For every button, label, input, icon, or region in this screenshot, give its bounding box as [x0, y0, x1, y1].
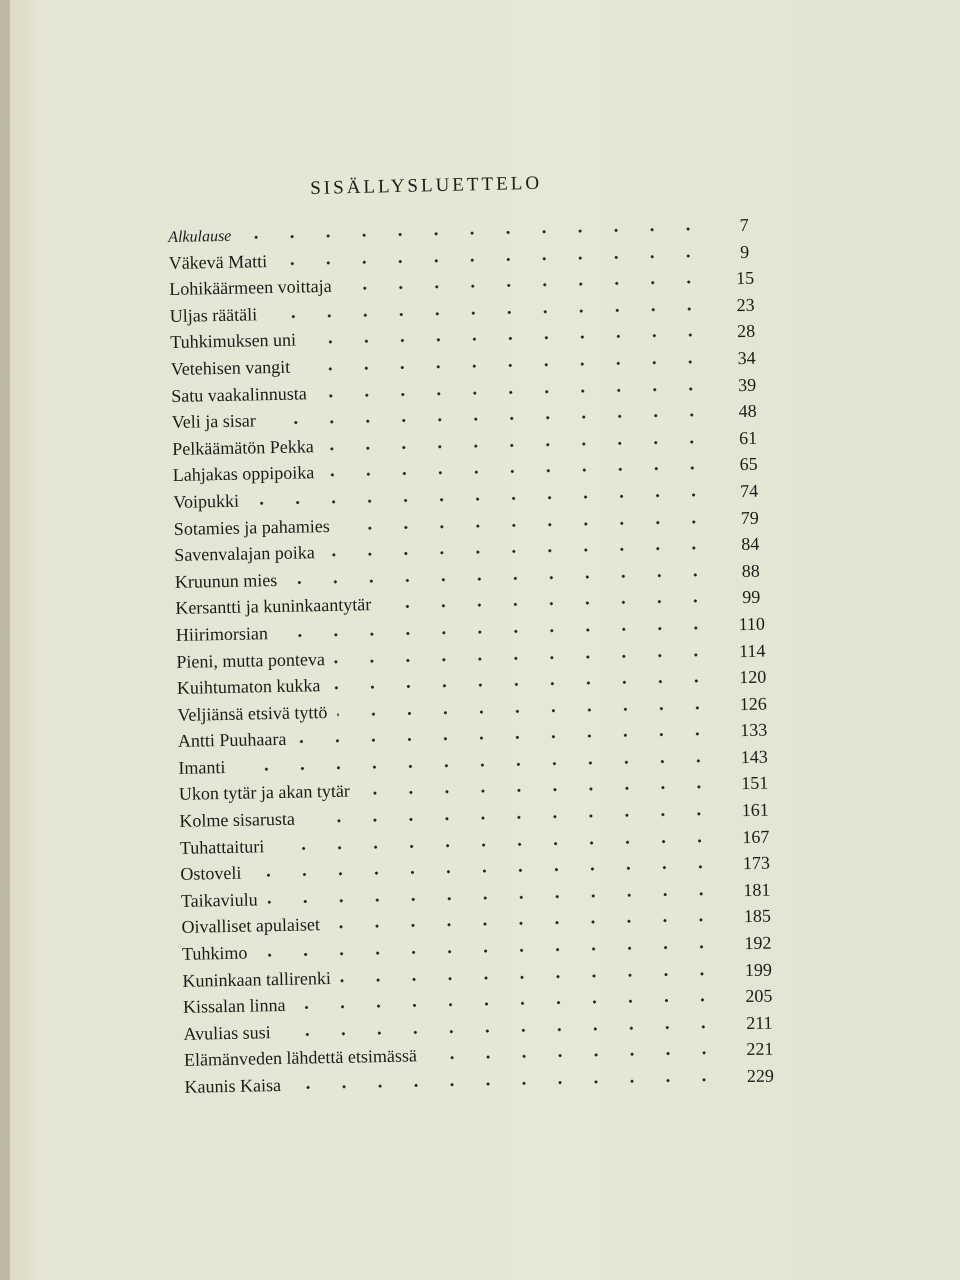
toc-entry-page-number: 34	[737, 347, 756, 369]
toc-entry-title: Oivalliset apulaiset	[181, 914, 321, 938]
dot-leader	[340, 518, 712, 531]
dot-leader	[277, 252, 707, 266]
toc-entry-title: Tuhattaituri	[179, 835, 265, 858]
toc-entry-title: Voipukki	[173, 490, 240, 512]
toc-entry-page-number: 133	[740, 719, 768, 741]
toc-entry-page-number: 61	[738, 427, 758, 448]
toc-entry-title: Lahjakas oppipoika	[172, 462, 315, 486]
toc-entry-title: Ukon tytär ja akan tytär	[178, 781, 351, 805]
dot-leader	[278, 625, 714, 639]
dot-leader	[381, 598, 713, 610]
dot-leader	[291, 1077, 723, 1091]
dot-leader	[337, 704, 715, 717]
dot-leader	[296, 731, 716, 745]
dot-leader	[341, 970, 721, 983]
toc-entry-page-number: 48	[738, 400, 757, 422]
toc-entry-page-number: 161	[741, 799, 770, 821]
toc-entry-title: Lohikäärmeen voittaja	[169, 276, 332, 300]
toc-entry-page-number: 110	[738, 613, 766, 635]
toc-entry-page-number: 185	[743, 905, 772, 927]
dot-leader	[330, 917, 720, 930]
toc-entry-page-number: 23	[736, 294, 755, 315]
dot-leader	[295, 997, 721, 1011]
toc-entry-title: Kuihtumaton kukka	[176, 675, 321, 699]
toc-entry-title: Taikaviulu	[180, 889, 258, 911]
page-edge-shadow	[0, 0, 10, 1280]
toc-entry-page-number: 167	[742, 826, 770, 847]
toc-entry-title: Satu vaakalinnusta	[171, 382, 307, 406]
toc-entry-title: Kissalan linna	[182, 995, 286, 1018]
dot-leader	[335, 651, 715, 664]
toc-entry-title: Savenvalajan poika	[174, 542, 315, 566]
toc-entry-title: Kersantti ja kuninkaantytär	[175, 594, 372, 619]
toc-entry-page-number: 84	[741, 533, 760, 555]
dot-leader	[249, 492, 711, 507]
dot-leader	[251, 864, 718, 879]
dot-leader	[267, 305, 708, 319]
dot-leader	[274, 837, 718, 852]
toc-entry-page-number: 99	[742, 587, 761, 608]
dot-leader	[266, 412, 710, 427]
toc-entry-title: Pieni, mutta ponteva	[176, 648, 326, 672]
toc-entry-title: Veli ja sisar	[171, 410, 256, 433]
toc-entry-page-number: 39	[737, 374, 757, 395]
toc-entry-title: Veljiänsä etsivä tyttö	[177, 701, 328, 725]
toc-entry-title: Sotamies ja pahamies	[173, 515, 330, 539]
toc-entry-title: Väkevä Matti	[168, 250, 268, 273]
toc-entry-page-number: 126	[739, 693, 767, 714]
toc-entry-title: Uljas räätäli	[169, 304, 258, 326]
dot-leader	[317, 385, 710, 399]
dot-leader	[306, 332, 708, 346]
toc-entry-page-number: 114	[738, 640, 766, 661]
dot-leader	[324, 465, 711, 478]
dot-leader	[342, 279, 708, 292]
toc-entry-page-number: 229	[746, 1065, 775, 1087]
dot-leader	[287, 571, 713, 585]
toc-entry-page-number: 65	[739, 454, 758, 475]
toc-entry-page-number: 79	[740, 507, 759, 528]
dot-leader	[281, 1023, 722, 1037]
toc-entry-page-number: 9	[739, 241, 750, 262]
toc-entry-title: Antti Puuhaara	[177, 729, 287, 752]
toc-entry-title: Kaunis Kaisa	[184, 1074, 282, 1097]
toc-entry-title: Kolme sisarusta	[179, 808, 296, 831]
toc-entry-page-number: 205	[745, 985, 773, 1007]
toc-entry-page-number: 199	[744, 959, 773, 980]
toc-entry-title: Alkulause	[168, 227, 232, 246]
toc-entry-page-number: 15	[735, 267, 755, 289]
toc-entry-title: Vetehisen vangit	[170, 356, 291, 379]
dot-leader	[257, 944, 720, 959]
dot-leader	[360, 784, 717, 797]
dot-leader	[300, 359, 709, 373]
dot-leader	[235, 757, 716, 772]
toc-entry-title: Imanti	[178, 756, 226, 778]
toc-entry-page-number: 221	[746, 1038, 774, 1060]
toc-entry-page-number: 88	[741, 560, 760, 581]
dot-leader	[241, 226, 706, 241]
toc-entry-title: Hiirimorsian	[175, 623, 269, 645]
toc-entry-title: Ostoveli	[180, 862, 242, 885]
toc-entry-page-number: 143	[740, 746, 768, 767]
toc-entry-page-number: 181	[743, 879, 771, 900]
dot-leader	[330, 678, 715, 691]
dot-leader	[325, 545, 713, 558]
toc-entry-page-number: 192	[744, 932, 772, 954]
toc-entry-title: Pelkäämätön Pekka	[172, 435, 314, 459]
page-title: SISÄLLYSLUETTELO	[310, 172, 543, 199]
toc-entry-page-number: 120	[739, 666, 767, 688]
toc-entry-title: Avulias susi	[183, 1021, 271, 1044]
toc-entry-title: Elämänveden lähdettä etsimässä	[183, 1045, 418, 1071]
toc-entry-page-number: 173	[742, 852, 771, 874]
toc-entry-page-number: 211	[746, 1012, 773, 1033]
dot-leader	[305, 811, 718, 825]
dot-leader	[324, 438, 711, 451]
toc-entry-title: Kuninkaan tallirenki	[182, 967, 332, 991]
toc-entry-title: Kruunun mies	[174, 569, 278, 592]
toc-entry-title: Tuhkimo	[181, 942, 248, 964]
dot-leader	[268, 890, 719, 905]
dot-leader	[427, 1050, 722, 1062]
toc-entry-page-number: 74	[740, 480, 759, 501]
toc-entry-page-number: 7	[739, 214, 749, 236]
toc-entry-page-number: 28	[736, 321, 756, 342]
toc-entry-title: Tuhkimuksen uni	[170, 329, 297, 353]
table-of-contents	[168, 214, 785, 1103]
toc-entry-page-number: 151	[741, 773, 769, 794]
